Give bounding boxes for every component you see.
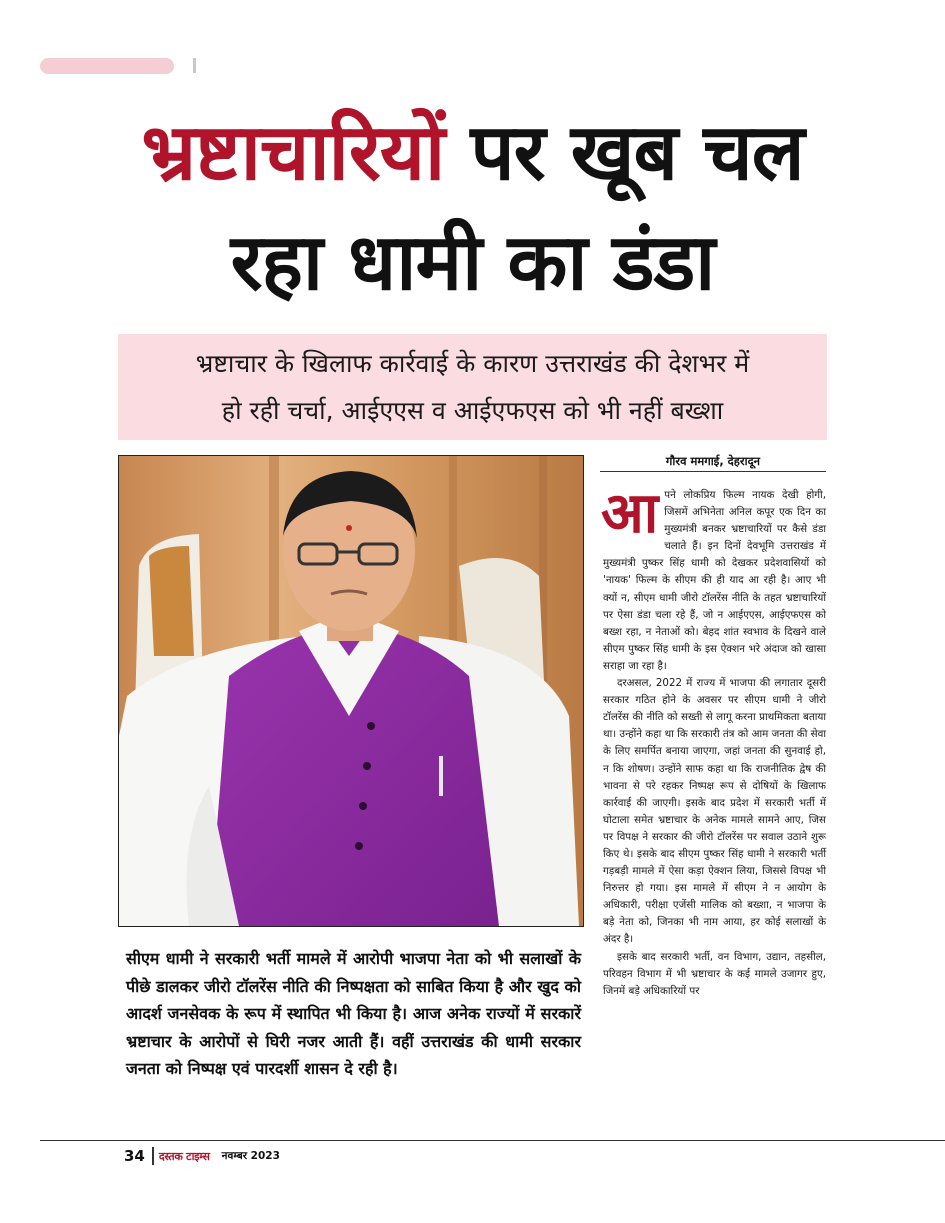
- headline-line1-rest: पर खूब चल: [444, 108, 804, 198]
- article-body: [601, 481, 826, 1000]
- deck-line-2: हो रही चर्चा, आईएएस व आईएफएस को भी नहीं बख्शा: [221, 396, 724, 425]
- portrait-photo: [118, 455, 584, 927]
- drop-cap: आ: [601, 481, 659, 546]
- photo-caption: सीएम धामी ने सरकारी भर्ती मामले में आरोपी भाजपा नेता को भी सलाखों के पीछे डालकर जीरो टॉलरेंस नीति की निष्पक्षता को साबित किया है और खुद को आदर्श जनसेवक के रूप में स्थापित भी किया है। आज अनेक राज्यों में सरकारें भ्रष्टाचार के आरोपों से घिरी नजर आती हैं। वहीं उत्तराखंड की धामी सरकार जनता को निष्पक्ष एवं पारदर्शी शासन दे रही है।: [126, 949, 581, 1078]
- article-paragraph-3: इसके बाद सरकारी भर्ती, वन विभाग, उद्यान, तहसील, परिवहन विभाग में भी भ्रष्टाचार के कई मामले उजागर हुए, जिनमें बड़े अधिकारियों पर: [603, 950, 826, 997]
- headline-line2: रहा धामी का डंडा: [230, 218, 715, 308]
- deck-line-1: भ्रष्टाचार के खिलाफ कार्रवाई के कारण उत्तराखंड की देशभर में: [195, 349, 750, 378]
- footer-separator: [152, 1147, 154, 1165]
- magazine-name: दस्तक टाइम्स: [158, 1149, 210, 1163]
- page-footer: [124, 1146, 280, 1166]
- headline: [0, 98, 945, 318]
- deck-subheadline: [118, 334, 827, 440]
- article-paragraph-2: दरअसल, 2022 में राज्य में भाजपा की लगातार दूसरी सरकार गठित होने के अवसर पर सीएम धामी ने जीरो टॉलरेंस की नीति को सख्ती से लागू करना प्राथमिकता बताया था। उन्होंने कहा था कि सरकारी तंत्र को आम जनता की सेवा के लिए समर्पित बनाया जाएगा, जहां जनता की सुनवाई हो, न कि शोषण। उन्होंने साफ कहा था कि राजनीतिक द्वेष की भावना से परे रहकर निष्पक्ष रूप से दोषियों के खिलाफ कार्रवाई की जाएगी। इसके बाद प्रदेश में सरकारी भर्ती में घोटाला समेत भ्रष्टाचार के अनेक मामले सामने आए, जिस पर विपक्ष ने सरकार की जीरो टॉलरेंस पर सवाल उठाने शुरू किए थे। इसके बाद सीएम पुष्कर सिंह धामी ने सरकारी भर्ती गड़बड़ी मामले में ऐसा कड़ा ऐक्शन लिया, जिससे विपक्ष भी निरुत्तर हो गया। इस मामले में सीएम ने न आयोग के अधिकारी, परीक्षा एजेंसी मालिक को बख्शा, न भाजपा के बड़े नेता को, जिनका भी नाम आया, हर कोई सलाखों के अंदर है।: [603, 677, 826, 946]
- article-paragraph-1-text: पने लोकप्रिय फिल्म नायक देखी होगी, जिसमें अभिनेता अनिल कपूर एक दिन का मुख्यमंत्री बनकर भ्रष्टाचारियों पर कैसे डंडा चलाते हैं। इन दिनों देवभूमि उत्तराखंड में मुख्यमंत्री पुष्कर सिंह धामी को देखकर प्रदेशवासियों को 'नायक' फिल्म के सीएम की ही याद आ रही है। आए भी क्यों न, सीएम धामी जीरो टॉलरेंस नीति के तहत भ्रष्टाचारियों पर ऐसा डंडा चला रहे हैं, जो न आईएएस, आईएफएस को बख्श रहा, न नेताओं को। बेहद शांत स्वभाव के दिखने वाले सीएम पुष्कर सिंह धामी के इस ऐक्शन भरे अंदाज को खासा सराहा जा रहा है।: [603, 489, 826, 672]
- byline: गौरव ममगाई, देहरादून: [600, 452, 826, 472]
- footer-rule: [40, 1140, 945, 1141]
- section-tag-pill: [40, 58, 174, 74]
- article-paragraph-1: [601, 481, 826, 675]
- section-tag-divider: [193, 58, 196, 73]
- issue-date: नवम्बर 2023: [221, 1150, 280, 1162]
- portrait-illustration: [119, 456, 583, 926]
- headline-accent-word: भ्रष्टाचारियों: [141, 108, 445, 198]
- page-number: 34: [124, 1147, 145, 1165]
